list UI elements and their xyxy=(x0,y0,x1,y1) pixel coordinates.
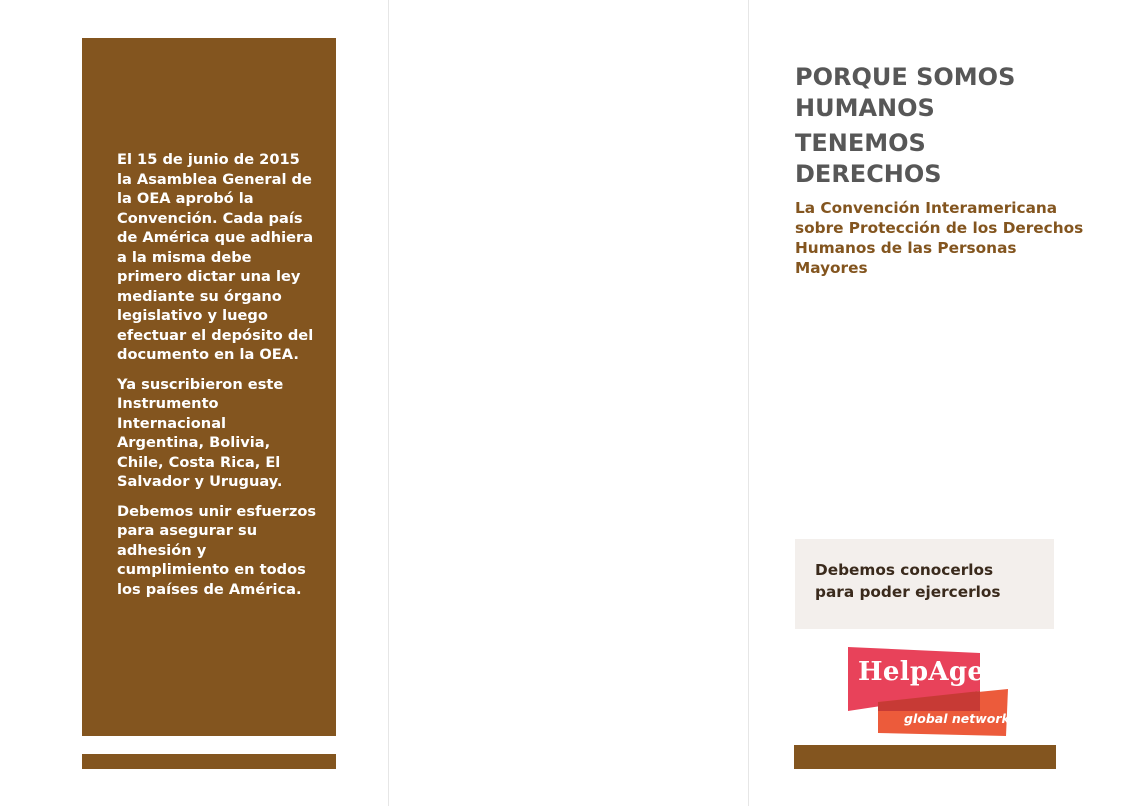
title-line-1: PORQUE SOMOS HUMANOS xyxy=(795,63,1016,122)
fold-line-left xyxy=(388,0,389,806)
right-bottom-bar xyxy=(794,745,1056,769)
paragraph-call-to-action: Debemos unir esfuerzos para asegurar su adhesión y cumplimiento en todos los países de América. xyxy=(117,502,317,598)
left-bottom-bar xyxy=(82,754,336,769)
left-panel-text xyxy=(117,150,317,609)
fold-line-right xyxy=(748,0,749,806)
logo-name: HelpAge xyxy=(858,657,985,687)
title-line-2: TENEMOS DERECHOS xyxy=(795,129,942,188)
cover-subtitle: La Convención Interamericana sobre Protección de los Derechos Humanos de las Personas Mayores xyxy=(795,199,1084,277)
logo-tagline: global network xyxy=(904,711,1010,726)
paragraph-adoption: El 15 de junio de 2015 la Asamblea General de la OEA aprobó la Convención. Cada país de América que adhiera a la misma debe primero dictar una ley mediante su órgano legislativo y luego efectuar el depósito del documento en la OEA. xyxy=(117,151,314,363)
callout-text: Debemos conocerlos para poder ejercerlos xyxy=(815,561,1001,601)
paragraph-signatories: Ya suscribieron este Instrumento Internacional Argentina, Bolivia, Chile, Costa Rica, El Salvador y Uruguay. xyxy=(117,375,284,490)
helpage-logo xyxy=(848,647,1012,739)
callout-box xyxy=(795,539,1054,629)
cover-title xyxy=(795,62,1095,190)
